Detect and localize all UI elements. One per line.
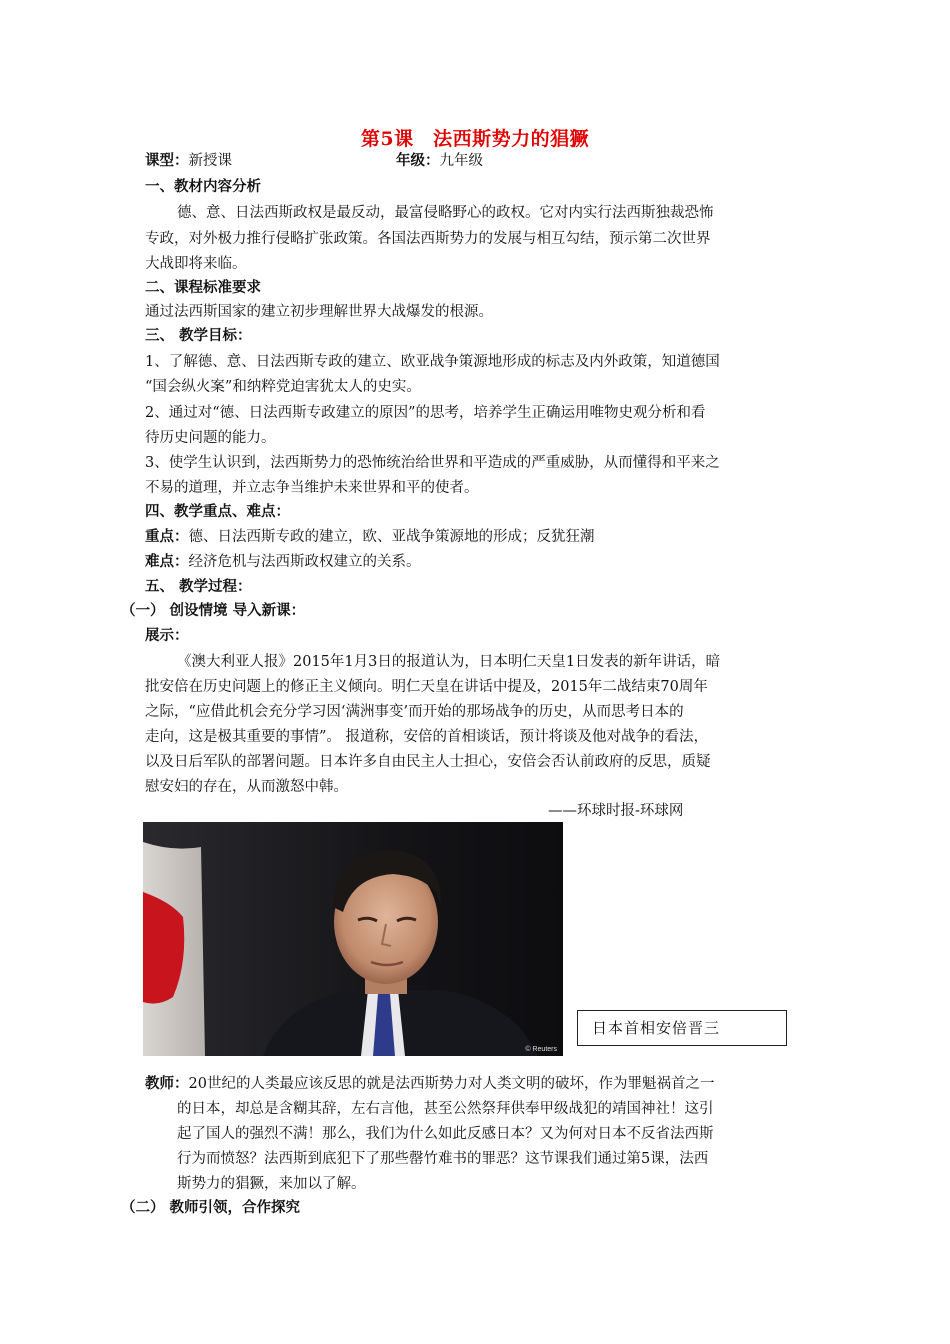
news-line: 慰安妇的存在，从而激怒中韩。 [145,779,348,795]
lesson-type-value: 新授课 [188,153,232,169]
grade-value: 九年级 [439,153,483,169]
subsection-2-heading: （二） 教师引领，合作探究 [121,1199,301,1216]
difficult-point [145,552,421,572]
show-label: 展示： [145,627,189,644]
key-point [145,527,595,547]
lesson-title: 第5课 法西斯势力的猖獗 [360,128,590,150]
key-point-text: 德、日法西斯专政的建立，欧、亚战争策源地的形成；反犹狂潮 [188,529,595,545]
key-point-label: 重点： [145,528,189,545]
section-3-line: 2、通过对“德、日法西斯专政建立的原因”的思考，培养学生正确运用唯物史观分析和看 [145,405,706,421]
grade-label: 年级： [396,152,440,169]
section-2-heading: 二、课程标准要求 [145,279,261,296]
section-3-line: 待历史问题的能力。 [145,430,276,446]
news-line: 批安倍在历史问题上的修正主义倾向。明仁天皇在讲话中提及，2015年二战结束70周年 [145,679,708,695]
section-3-line: 3、使学生认识到，法西斯势力的恐怖统治给世界和平造成的严重威胁，从而懂得和平来之 [145,455,720,471]
news-line: 之际，“应借此机会充分学习因‘满洲事变’而开始的那场战争的历史，从而思考日本的 [145,704,684,720]
lesson-type-label: 课型： [145,152,189,169]
section-3-line: 不易的道理，并立志争当维护未来世界和平的使者。 [145,480,479,496]
teacher-line: 斯势力的猖獗，来加以了解。 [177,1176,366,1192]
section-3-line: “国会纵火案”和纳粹党迫害犹太人的史实。 [145,379,421,395]
section-1-line: 德、意、日法西斯政权是最反动，最富侵略野心的政权。它对内实行法西斯独裁恐怖 [177,205,714,221]
section-3-line: 1、了解德、意、日法西斯专政的建立、欧亚战争策源地形成的标志及内外政策，知道德国 [145,354,720,370]
difficult-point-text: 经济危机与法西斯政权建立的关系。 [188,554,421,570]
grade [396,151,483,171]
news-line: 走向，这是极其重要的事情”。 报道称，安倍的首相谈话，预计将谈及他对战争的看法， [145,729,709,745]
teacher-line: 行为而愤怒？法西斯到底犯下了那些罄竹难书的罪恶？这节课我们通过第5课，法西 [177,1151,709,1167]
section-2-line: 通过法西斯国家的建立初步理解世界大战爆发的根源。 [145,304,493,320]
section-1-heading: 一、教材内容分析 [145,178,261,195]
photo-caption: 日本首相安倍晋三 [592,1019,721,1037]
section-1-line: 大战即将来临。 [145,256,247,272]
news-line: 以及日后军队的部署问题。日本许多自由民主人士担心，安倍会否认前政府的反思，质疑 [145,754,711,770]
news-line: 《澳大利亚人报》2015年1月3日的报道认为，日本明仁天皇1日发表的新年讲话，暗 [177,654,721,670]
teacher-text: 20世纪的人类最应该反思的就是法西斯势力对人类文明的破坏，作为罪魁祸首之一 [188,1076,715,1092]
teacher-label: 教师： [145,1075,189,1092]
teacher-line-first [145,1074,714,1094]
subsection-1-heading: （一） 创设情境 导入新课： [121,602,306,619]
section-3-heading: 三、 教学目标： [145,327,252,344]
section-4-heading: 四、教学重点、难点： [145,503,290,520]
section-5-heading: 五、 教学过程： [145,578,252,595]
teacher-line: 起了国人的强烈不满！那么，我们为什么如此反感日本？又为何对日本不反省法西斯 [177,1126,714,1142]
portrait-photo [143,822,563,1056]
news-source: ——环球时报-环球网 [548,803,684,819]
photo-credit: © Reuters [525,1046,557,1053]
section-1-line: 专政，对外极力推行侵略扩张政策。各国法西斯势力的发展与相互勾结，预示第二次世界 [145,231,711,247]
teacher-line: 的日本，却总是含糊其辞，左右言他，甚至公然祭拜供奉甲级战犯的靖国神社！这引 [177,1101,714,1117]
lesson-type [145,151,232,171]
difficult-point-label: 难点： [145,553,189,570]
photo-caption-box [577,1010,787,1046]
